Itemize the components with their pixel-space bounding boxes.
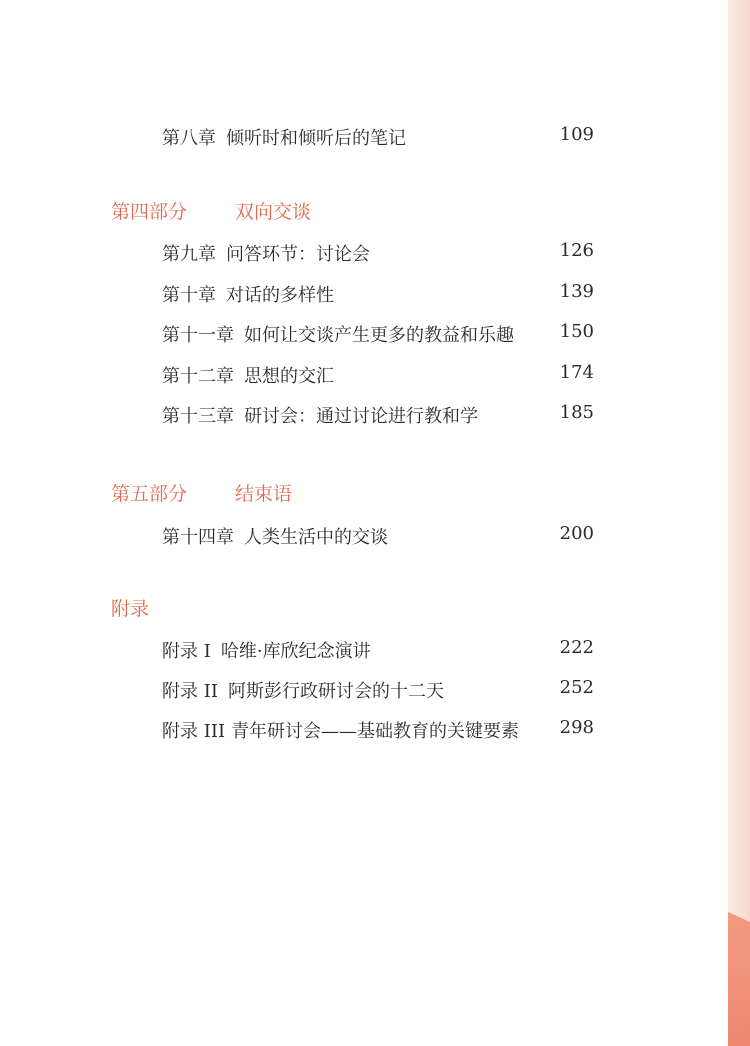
chapter-title: 对话的多样性 xyxy=(226,285,334,306)
page-number: 126 xyxy=(559,240,594,261)
part-title: 结束语 xyxy=(235,483,293,505)
page-number: 185 xyxy=(559,402,594,423)
chapter-number: 第十四章 xyxy=(162,527,234,548)
page-number: 252 xyxy=(559,677,594,698)
toc-entry-chapter11[interactable] xyxy=(162,321,594,347)
page-number: 222 xyxy=(559,637,594,658)
toc-entry-chapter8[interactable] xyxy=(162,124,594,150)
chapter-title: 倾听时和倾听后的笔记 xyxy=(226,128,406,149)
appendix-heading xyxy=(111,594,149,620)
appendix-label: 附录 xyxy=(111,598,150,620)
chapter-title: 研讨会：通过讨论进行教和学 xyxy=(244,406,478,427)
page-number: 150 xyxy=(559,321,594,342)
toc-entry-chapter12[interactable] xyxy=(162,362,594,388)
page-number: 200 xyxy=(559,523,594,544)
page-edge-tab xyxy=(728,912,750,1046)
toc-entry-chapter13[interactable] xyxy=(162,402,594,428)
toc-entry-appendix2[interactable] xyxy=(162,677,594,703)
part-heading-5 xyxy=(111,479,293,505)
chapter-number: 第十三章 xyxy=(162,406,234,427)
appendix-number: 附录 II xyxy=(162,681,218,702)
part-heading-4 xyxy=(111,197,312,223)
chapter-number: 第九章 xyxy=(162,244,216,265)
appendix-title: 阿斯彭行政研讨会的十二天 xyxy=(227,681,444,702)
chapter-number: 第十章 xyxy=(162,285,216,306)
page-edge-strip xyxy=(728,0,750,1046)
toc-entry-appendix3[interactable] xyxy=(162,717,594,743)
toc-entry-appendix1[interactable] xyxy=(162,637,594,663)
toc-entry-chapter9[interactable] xyxy=(162,240,594,266)
page-number: 139 xyxy=(559,281,594,302)
appendix-title: 哈维·库欣纪念演讲 xyxy=(220,641,371,662)
chapter-number: 第十二章 xyxy=(162,366,234,387)
page-number: 298 xyxy=(559,717,594,738)
toc-entry-chapter14[interactable] xyxy=(162,523,594,549)
chapter-number: 第八章 xyxy=(162,128,216,149)
chapter-title: 人类生活中的交谈 xyxy=(244,527,388,548)
chapter-title: 如何让交谈产生更多的教益和乐趣 xyxy=(244,325,514,346)
toc-entry-chapter10[interactable] xyxy=(162,281,594,307)
part-label: 第五部分 xyxy=(111,483,188,505)
page-number: 109 xyxy=(559,124,594,145)
chapter-title: 问答环节：讨论会 xyxy=(226,244,370,265)
part-title: 双向交谈 xyxy=(235,201,312,223)
appendix-number: 附录 III xyxy=(162,721,226,742)
page-number: 174 xyxy=(559,362,594,383)
chapter-title: 思想的交汇 xyxy=(244,366,334,387)
part-label: 第四部分 xyxy=(111,201,188,223)
appendix-title: 青年研讨会——基础教育的关键要素 xyxy=(231,721,520,742)
chapter-number: 第十一章 xyxy=(162,325,234,346)
appendix-number: 附录 I xyxy=(162,641,211,662)
